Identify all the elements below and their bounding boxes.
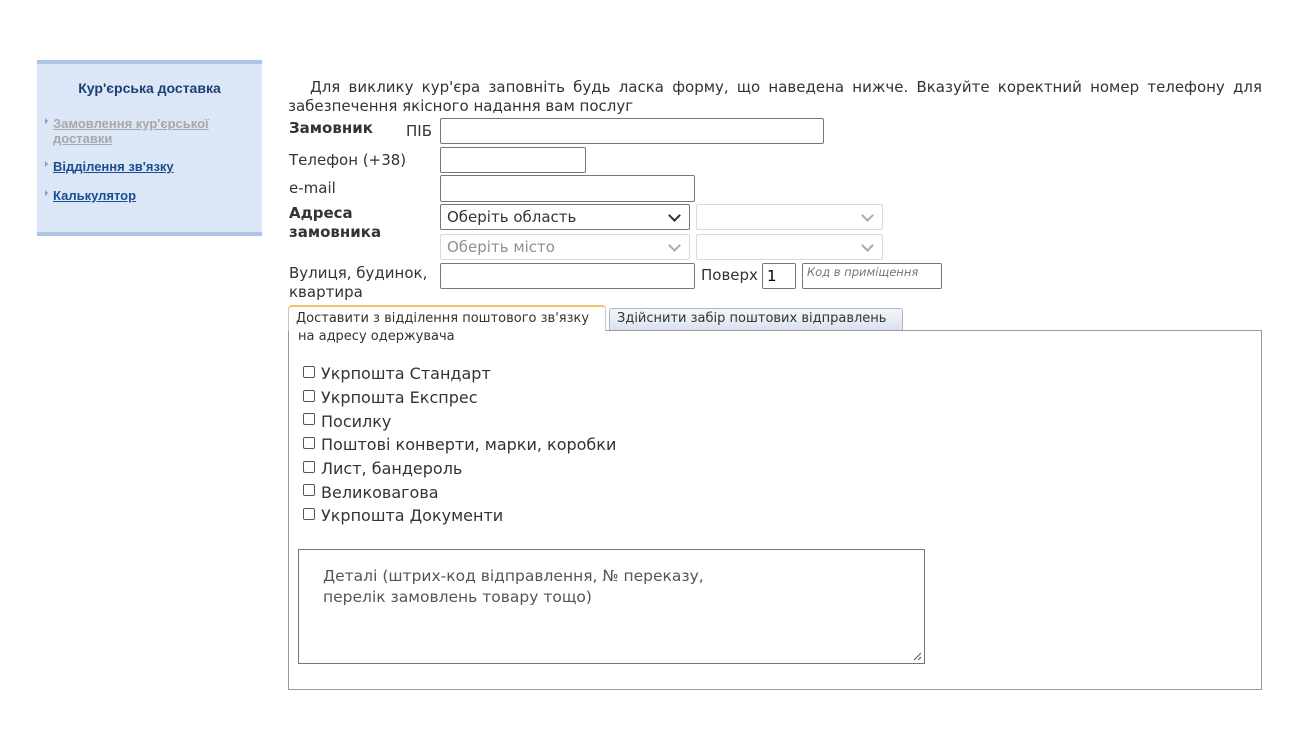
service-label: Укрпошта Стандарт xyxy=(321,364,491,384)
sidebar xyxy=(37,60,262,236)
sidebar-item-courier-order[interactable] xyxy=(45,116,233,146)
service-label: Поштові конверти, марки, коробки xyxy=(321,435,617,455)
district-select[interactable] xyxy=(696,204,883,230)
city-select-value: Оберіть місто xyxy=(447,238,555,256)
street-input[interactable] xyxy=(440,263,695,289)
service-item[interactable] xyxy=(303,433,616,457)
region-select-value: Оберіть область xyxy=(447,208,577,226)
service-label: Укрпошта Документи xyxy=(321,506,504,526)
address-heading-line1: Адреса xyxy=(289,204,353,222)
checkbox[interactable] xyxy=(303,437,315,449)
checkbox[interactable] xyxy=(303,461,315,473)
region-select[interactable] xyxy=(440,204,690,230)
checkbox[interactable] xyxy=(303,484,315,496)
street-label xyxy=(289,264,427,302)
service-item[interactable] xyxy=(303,409,616,433)
service-item[interactable] xyxy=(303,362,616,386)
phone-label: Телефон (+38) xyxy=(289,151,407,169)
services-list xyxy=(303,362,616,528)
city-select[interactable] xyxy=(440,234,690,260)
sidebar-item-calculator[interactable] xyxy=(45,188,136,203)
address-heading-line2: замовника xyxy=(289,223,382,241)
service-item[interactable] xyxy=(303,480,616,504)
checkbox[interactable] xyxy=(303,508,315,520)
service-label: Посилку xyxy=(321,411,392,431)
sidebar-link[interactable]: Замовлення кур'єрської доставки xyxy=(53,116,209,146)
checkbox[interactable] xyxy=(303,366,315,378)
intro-text: Для виклику кур'єра заповніть будь ласка форму, що наведена нижче. Вказуйте коректний номер телефону для забезпечення якісного надання вам послуг xyxy=(288,78,1262,115)
tab-label: Доставити з відділення поштового зв'язку xyxy=(296,311,590,326)
service-label: Укрпошта Експрес xyxy=(321,388,478,408)
details-placeholder-line2: перелік замовлень товару тощо) xyxy=(323,588,592,606)
chevron-down-icon xyxy=(861,239,874,252)
door-code-input[interactable] xyxy=(802,263,942,289)
tab-label: Здійснити забір поштових відправлень xyxy=(617,311,887,326)
floor-input[interactable] xyxy=(762,263,796,289)
name-input[interactable] xyxy=(440,118,824,144)
sidebar-link[interactable]: Калькулятор xyxy=(53,188,137,203)
bullet-icon xyxy=(45,190,48,196)
sidebar-item-post-offices[interactable] xyxy=(45,159,174,174)
chevron-down-icon xyxy=(861,209,874,222)
service-item[interactable] xyxy=(303,457,616,481)
bullet-icon xyxy=(45,118,48,124)
resize-handle-icon[interactable] xyxy=(913,652,922,661)
address-heading xyxy=(289,204,381,242)
street-label-line2: квартира xyxy=(289,283,363,301)
service-item[interactable] xyxy=(303,504,616,528)
phone-input[interactable] xyxy=(440,147,586,173)
details-placeholder-line1: Деталі (штрих-код відправлення, № переказу, xyxy=(323,567,704,585)
checkbox[interactable] xyxy=(303,390,315,402)
service-label: Великовагова xyxy=(321,482,439,502)
bullet-icon xyxy=(45,161,48,167)
service-item[interactable] xyxy=(303,386,616,410)
tab-sublabel: на адресу одержувача xyxy=(298,329,455,344)
street-label-line1: Вулиця, будинок, xyxy=(289,264,428,282)
chevron-down-icon xyxy=(668,209,681,222)
sidebar-link[interactable]: Відділення зв'язку xyxy=(53,159,174,174)
email-label: e-mail xyxy=(289,179,336,197)
tab-deliver-from-office[interactable] xyxy=(288,305,606,344)
tab-pickup[interactable] xyxy=(609,308,903,330)
service-label: Лист, бандероль xyxy=(321,459,463,479)
floor-label: Поверх xyxy=(701,266,758,284)
street-select[interactable] xyxy=(696,234,883,260)
email-input[interactable] xyxy=(440,175,695,202)
sidebar-title: Кур'єрська доставка xyxy=(78,80,221,96)
checkbox[interactable] xyxy=(303,413,315,425)
customer-heading: Замовник xyxy=(289,119,373,137)
details-textarea[interactable] xyxy=(298,549,925,664)
name-label: ПІБ xyxy=(406,122,432,140)
chevron-down-icon xyxy=(668,239,681,252)
